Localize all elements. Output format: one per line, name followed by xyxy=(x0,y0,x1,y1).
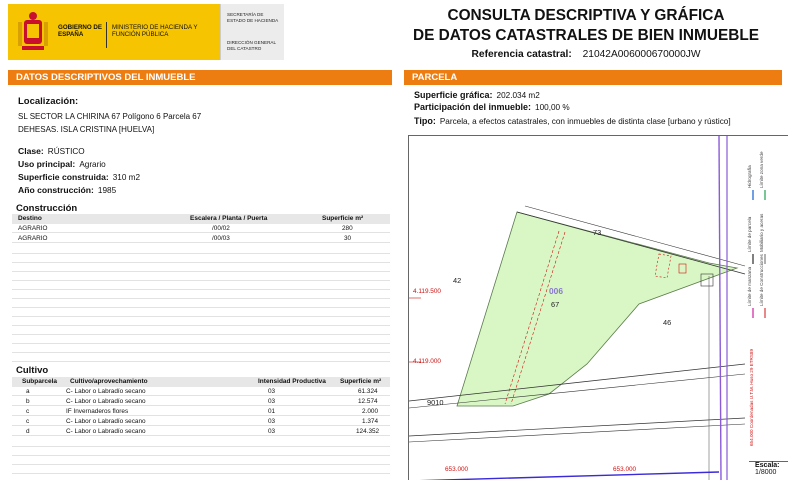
ministerio-text: MINISTERIO DE HACIENDA Y FUNCIÓN PÚBLICA xyxy=(112,24,198,39)
cell-subparcela: c xyxy=(26,418,30,425)
datos-descriptivos-header: DATOS DESCRIPTIVOS DEL INMUEBLE xyxy=(8,70,392,85)
sup-grafica-label: Superficie gráfica: xyxy=(414,90,493,100)
superficie-value: 310 m2 xyxy=(112,173,141,182)
table-rule xyxy=(12,343,390,344)
title-line-2: DE DATOS CATASTRALES DE BIEN INMUEBLE xyxy=(412,27,760,44)
parcela-header: PARCELA xyxy=(404,70,782,85)
cell-superficie: 1.374 xyxy=(362,418,378,425)
direccion-text: DIRECCIÓN GENERAL DEL CATASTRO xyxy=(227,40,276,51)
clase-value: RÚSTICO xyxy=(47,147,85,156)
table-row xyxy=(12,387,390,396)
parcel-number-label: 67 xyxy=(551,300,560,309)
cell-subparcela: b xyxy=(26,398,30,405)
cell-subparcela: c xyxy=(26,408,30,415)
table-rule xyxy=(12,334,390,335)
participacion-label: Participación del inmueble: xyxy=(414,102,532,112)
cell-superficie: 280 xyxy=(342,225,353,232)
tipo-value: Parcela, a efectos catastrales, con inmuebles de distinta clase [urbano y rústico] xyxy=(439,117,731,126)
sup-grafica-value: 202.034 m2 xyxy=(496,91,540,100)
legend-zona-verde: Límite zona verde xyxy=(759,151,764,188)
cell-intensidad: 01 xyxy=(268,408,276,415)
table-rule xyxy=(12,271,390,272)
cell-superficie: 12.574 xyxy=(358,398,378,405)
legend-manzana: Límite de manzana xyxy=(747,266,752,306)
cell-subparcela: d xyxy=(26,428,30,435)
cultivo-title: Cultivo xyxy=(16,365,49,376)
table-rule xyxy=(12,280,390,281)
cell-destino: AGRARIO xyxy=(18,235,48,242)
legend-parcela: Límite de parcela xyxy=(747,216,752,252)
coord-label-x2: 653.000 xyxy=(613,466,637,473)
table-rule xyxy=(12,307,390,308)
table-rule xyxy=(12,464,390,465)
cell-escalera: /00/02 xyxy=(212,225,230,232)
neighbor-73: 73 xyxy=(593,228,602,237)
localizacion-label: Localización: xyxy=(18,96,79,107)
anio-label: Año construcción: xyxy=(18,185,94,195)
anio-row xyxy=(18,185,116,195)
boundary-line xyxy=(409,472,719,480)
cell-superficie: 61.324 xyxy=(358,388,378,395)
road-line xyxy=(409,374,745,408)
table-rule xyxy=(12,298,390,299)
uso-row xyxy=(18,159,106,169)
neighbor-9010: 9010 xyxy=(427,398,444,407)
table-rule xyxy=(12,455,390,456)
map-legend xyxy=(745,136,788,461)
uso-label: Uso principal: xyxy=(18,159,76,169)
table-rule xyxy=(12,253,390,254)
superficie-grafica-row xyxy=(414,90,540,100)
cell-intensidad: 03 xyxy=(268,388,276,395)
participacion-value: 100,00 % xyxy=(535,103,570,112)
cell-cultivo: C- Labor o Labradío secano xyxy=(66,428,146,435)
cell-cultivo: C- Labor o Labradío secano xyxy=(66,388,146,395)
cell-cultivo: IF Invernaderos flores xyxy=(66,408,129,415)
table-rule xyxy=(12,352,390,353)
superficie-label: Superficie construida: xyxy=(18,172,109,182)
legend-mobiliario: Mobiliario y aceras xyxy=(759,213,764,252)
coord-label-y2: 4.119.000 xyxy=(413,358,441,365)
table-row xyxy=(12,234,390,243)
construccion-title: Construcción xyxy=(16,203,78,214)
ref-value: 21042A006000670000JW xyxy=(582,49,701,60)
cell-destino: AGRARIO xyxy=(18,225,48,232)
cell-superficie: 30 xyxy=(344,235,352,242)
legend-coordenadas: 654.000 Coordenadas U.T.M. Huso 29 ETRS89 xyxy=(749,348,754,446)
table-rule xyxy=(12,262,390,263)
tipo-label: Tipo: xyxy=(414,116,436,126)
neighbor-46: 46 xyxy=(663,318,672,327)
gobierno-text: GOBIERNO DE ESPAÑA xyxy=(58,24,103,39)
logo-divider xyxy=(106,22,107,48)
cell-superficie: 2.000 xyxy=(362,408,378,415)
referencia-catastral xyxy=(405,49,767,60)
map-scale xyxy=(749,461,788,480)
table-row xyxy=(12,427,390,436)
table-rule xyxy=(12,316,390,317)
table-row xyxy=(12,417,390,426)
col-cultivo: Cultivo/aprovechamiento xyxy=(70,378,148,385)
superficie-row xyxy=(18,172,140,182)
table-rule xyxy=(12,446,390,447)
localizacion-line-1: SL SECTOR LA CHIRINA 67 Polígono 6 Parcela 67 xyxy=(18,112,202,121)
col-escalera: Escalera / Planta / Puerta xyxy=(190,215,268,222)
legend-hidrografia: Hidrografía xyxy=(747,165,752,188)
cell-superficie: 124.352 xyxy=(356,428,380,435)
parcel-code-label: 006 xyxy=(549,286,563,296)
tipo-row xyxy=(414,116,731,126)
table-row xyxy=(12,224,390,233)
coord-label-y1: 4.119.500 xyxy=(413,288,441,295)
ref-label: Referencia catastral: xyxy=(471,49,572,60)
legend-construcciones: Límite de Construcciones xyxy=(759,254,764,306)
localizacion-line-2: DEHESAS. ISLA CRISTINA [HUELVA] xyxy=(18,125,155,134)
cell-cultivo: C- Labor o Labradío secano xyxy=(66,398,146,405)
table-row xyxy=(12,397,390,406)
col-intensidad: Intensidad Productiva xyxy=(258,378,326,385)
cell-intensidad: 03 xyxy=(268,428,276,435)
map-drawing xyxy=(409,136,788,480)
anio-value: 1985 xyxy=(97,186,117,195)
clase-row xyxy=(18,146,85,156)
cell-cultivo: C- Labor o Labradío secano xyxy=(66,418,146,425)
title-line-1: CONSULTA DESCRIPTIVA Y GRÁFICA xyxy=(447,7,725,24)
boundary-line xyxy=(719,136,721,480)
neighbor-42: 42 xyxy=(453,276,462,285)
cell-intensidad: 03 xyxy=(268,398,276,405)
logo-side-panel xyxy=(220,4,284,60)
page-title xyxy=(405,6,767,46)
table-rule xyxy=(12,289,390,290)
col-superficie: Superficie m² xyxy=(340,378,382,385)
uso-value: Agrario xyxy=(79,160,106,169)
col-destino: Destino xyxy=(18,215,42,222)
table-row xyxy=(12,407,390,416)
cell-subparcela: a xyxy=(26,388,30,395)
secretaria-text: SECRETARÍA DE ESTADO DE HACIENDA xyxy=(227,12,279,23)
table-rule xyxy=(12,361,390,362)
col-subparcela: Subparcela xyxy=(22,378,58,385)
table-rule xyxy=(12,325,390,326)
construccion-table-header xyxy=(12,214,390,224)
cadastral-map[interactable] xyxy=(408,135,788,480)
participacion-row xyxy=(414,102,570,112)
parcel-67-area xyxy=(457,212,737,406)
coat-of-arms-icon xyxy=(16,10,50,54)
clase-label: Clase: xyxy=(18,146,44,156)
cultivo-table-header xyxy=(12,377,390,387)
government-logo xyxy=(8,4,220,60)
cell-intensidad: 03 xyxy=(268,418,276,425)
coord-label-x1: 653.000 xyxy=(445,466,469,473)
scale-label: Escala: xyxy=(755,462,780,469)
cell-escalera: /00/03 xyxy=(212,235,230,242)
col-superficie: Superficie m² xyxy=(322,215,364,222)
scale-value: 1/8000 xyxy=(755,469,777,476)
table-rule xyxy=(12,473,390,474)
